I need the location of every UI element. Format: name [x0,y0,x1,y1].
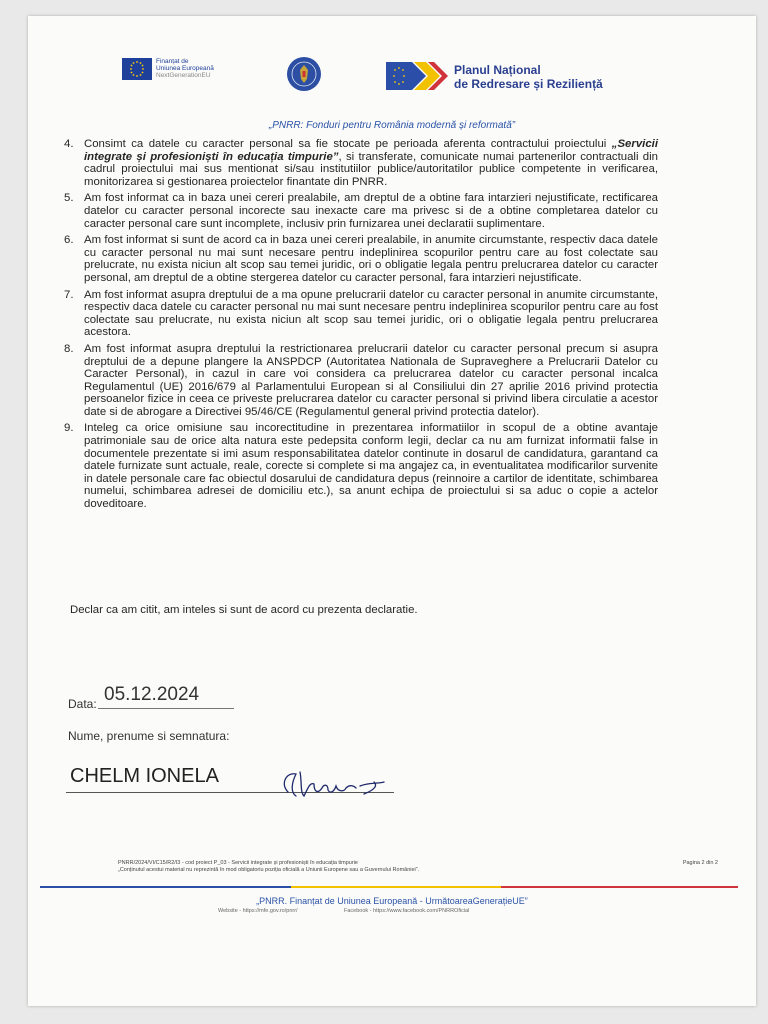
project-name: „Servicii integrate și profesioniști în educația timpurie” [84,138,658,163]
item-text: Am fost informat si sunt de acord ca in baza unei cereri prealabile, in anumite circumstante, respectiv daca datele cu caracter personal nu mai sunt necesare pentru indeplinirea scopurilor pentru care au fost colectate sau prelucrate, nu exista niciun alt scop sau temei juridic, ori o obligatie legala pentru prelucrarea datelor cu caracter personal, am dreptul de a obtine stergerea datelor cu caracter personal, fara intarzieri nejustificate. [84,234,658,284]
footer-reference-block [118,860,718,874]
item-text-continued: , si transferate, comunicate numai partenerilor contractuali din cadrul proiectului mai sus mentionat si/sau institutiilor publice/autoritatilor publice competente in verificarea, monitorizarea si gestionarea proiectelor finantate din PNRR. [84,150,659,188]
item-number: 8. [64,342,74,355]
item-number: 9. [64,422,74,435]
footer-disclaimer: „Conținutul acestui material nu reprezintă în mod obligatoriu poziția oficială a Uniunii Europene sau a Guvernului României”. [118,867,420,873]
tricolor-red-stripe [501,886,738,888]
item-number: 4. [64,138,74,150]
item-text: Am fost informat asupra dreptului la restrictionarea prelucrarii datelor cu caracter personal precum si asupra dreptului de a depune plangere la ANSPDCP (Autoritatea Nationala de Supraveghere a Prelucrarii Datelor cu Caracter Personal), in cazul in care voi considera ca prelucrarea datelor cu caracter personal incalca Regulamentul (UE) 2016/679 al Parlamentului European si al Consiliului din 27 aprilie 2016 privind protectia persoanelor fizice in ceea ce priveste prelucrarea datelor cu caracter personal si privind libera circulatie a acestor date si de abrogare a Directivei 95/46/CE (Regulamentul general privind protectia datelor). [84,342,658,418]
tricolor-divider [40,884,738,890]
pnrr-title-line-2: de Redresare și Reziliență [454,77,603,91]
header-logos [28,16,756,126]
item-number: 7. [64,288,74,301]
declaration-item-7 [64,288,658,339]
tricolor-blue-stripe [40,886,291,888]
date-label: Data: [68,697,97,711]
declaration-item-5 [64,192,658,230]
project-reference: PNRR/2024/VI/C15/R2/I3 - cod proiect P_03 - Servicii integrate și profesioniști în educația timpurie [118,860,358,866]
item-text: Am fost informat ca in baza unei cereri prealabile, am dreptul de a obtine fara intarzieri nejustificate, rectificarea datelor cu caracter personal incorecte sau inexacte care ma privesc si de a obtine completarea datelor cu caracter personal care sunt incomplete, inclusiv prin furnizarea unei declaratii suplimentare. [84,192,658,230]
declaration-item-8 [64,342,658,419]
tricolor-yellow-stripe [291,886,500,888]
date-underline [98,708,234,709]
document-page [28,16,756,1006]
pnrr-title [454,63,603,91]
item-number: 5. [64,192,74,205]
declaration-item-4 [64,138,659,188]
final-statement: Declar ca am citit, am inteles si sunt de acord cu prezenta declaratie. [70,604,418,616]
eu-logo-line-3: NextGenerationEU [156,72,211,79]
declaration-item-9 [64,422,658,511]
page-number: Pagina 2 din 2 [682,860,718,866]
date-value: 05.12.2024 [104,684,200,705]
signer-name: CHELM IONELA [70,765,219,787]
pnrr-logo-icon [386,58,448,94]
government-seal-icon [286,56,322,92]
eu-logo-line-2: Uniunea Europeană [156,65,214,72]
item-text: Consimt ca datele cu caracter personal sa fie stocate pe perioada aferenta contractului proiectului [84,138,612,150]
item-number: 6. [64,234,74,247]
footer-website: Website - https://mfe.gov.ro/pnrr/ [218,908,298,914]
eu-flag-icon [122,58,152,80]
pnrr-title-line-1: Planul Național [454,63,541,77]
name-signature-label: Nume, prenume si semnatura: [68,729,230,743]
footer-funding: „PNRR. Finanțat de Uniunea Europeană - UrmătoareaGenerațieUE” [256,896,528,906]
declaration-list [64,138,659,515]
footer-facebook: Facebook - https://www.facebook.com/PNRROficial [344,908,470,914]
eu-logo-text [156,58,236,79]
eu-logo-line-1: Finanțat de [156,58,189,65]
declaration-item-6 [64,234,658,284]
item-text: Am fost informat asupra dreptului de a ma opune prelucrarii datelor cu caracter personal in anumite circumstante, respectiv daca datele cu caracter personal nu mai sunt necesare pentru indeplinirea scopurilor pentru care au fost colectate sau prelucrate, nu exista niciun alt scop sau temei juridic, ori o obligatie legala pentru prelucrarea acestora. [84,288,658,339]
handwritten-signature [274,762,394,806]
pnrr-motto: „PNRR: Fonduri pentru România modernă și reformată” [268,120,516,131]
item-text: Inteleg ca orice omisiune sau incorectitudine in prezentarea informatiilor in scopul de a obtine avantaje patrimoniale sau de orice alta natura este pedepsita conform legii, declar ca nu am furnizat informatii false in documentele prezentate si imi asum responsabilitatea datelor continute in dosarul de candidatura, garantand ca datele furnizate sunt actuale, reale, corecte si complete si ma angajez ca, in eventualitatea modificarilor survenite in datele personale care fac obiectul dosarului de candidatura depus (reinnoire a cartilor de identitate, schimbarea numelui, schimbarea adresei de domiciliu etc.), sa anunt echipa de proiectului si sa aduc o copie a actelor doveditoare. [84,422,658,511]
